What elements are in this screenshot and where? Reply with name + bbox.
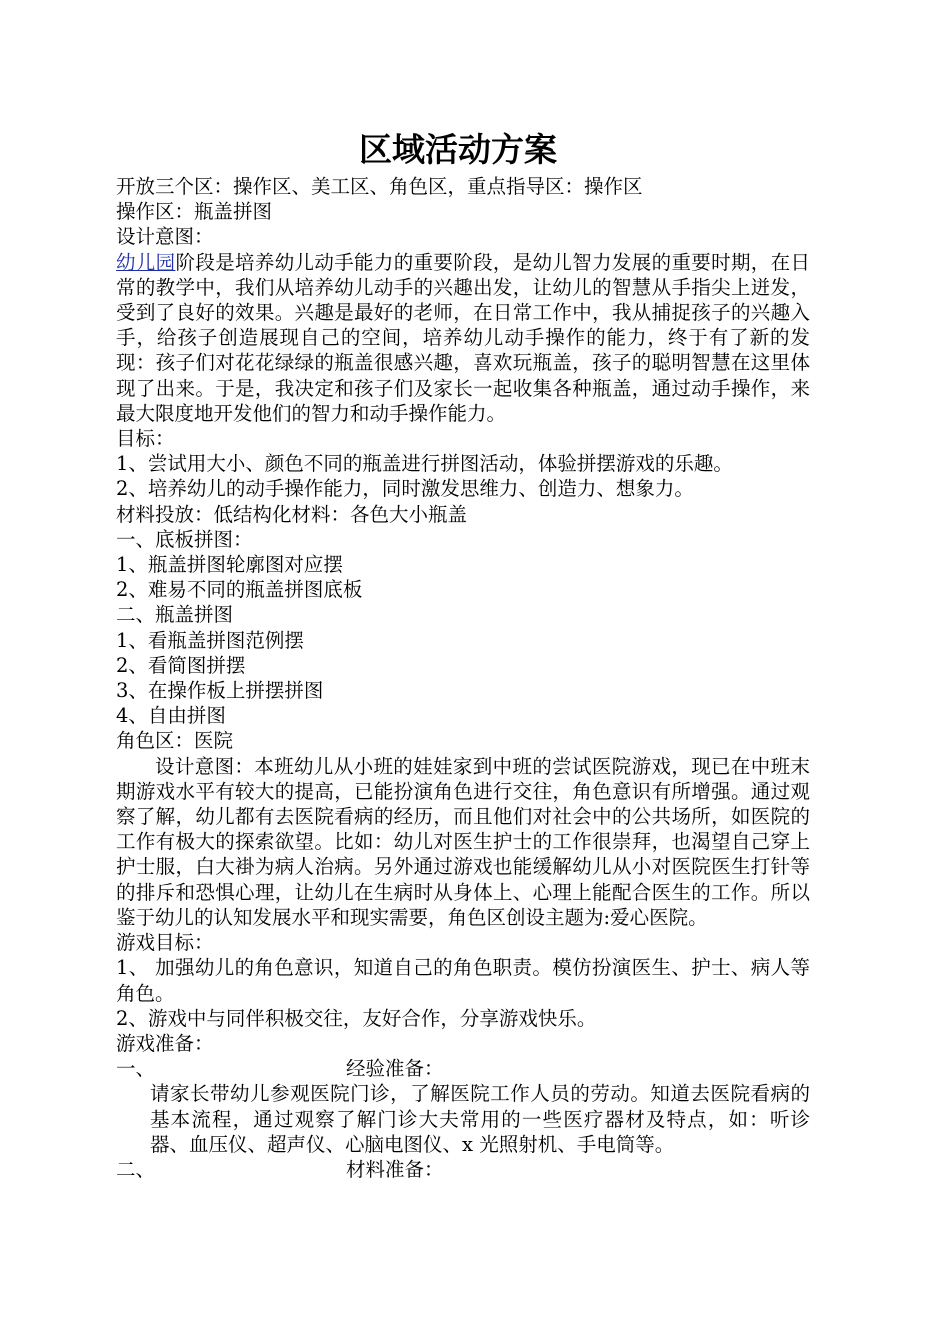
open-areas-line: 开放三个区：操作区、美工区、角色区，重点指导区：操作区 [116, 175, 643, 198]
design-intent-label: 设计意图： [116, 225, 214, 249]
list-item: 2、看简图拼摆 [116, 653, 246, 677]
section-heading-role: 角色区：医院 [116, 729, 234, 753]
subsection-heading: 二、瓶盖拼图 [116, 603, 234, 627]
prep-number: 二、 [116, 1157, 156, 1181]
subsection-heading: 一、底板拼图： [116, 527, 253, 551]
section-heading-operation: 操作区：瓶盖拼图 [116, 200, 273, 224]
game-goals-label: 游戏目标： [116, 931, 214, 955]
prep-experience-text: 请家长带幼儿参观医院门诊，了解医院工作人员的劳动。知道去医院看病的基本流程，通过观察了解门诊大夫常用的一些医疗器材及特点，如：听诊器、血压仪、超声仪、心脑电图仪、x 光照射机、手电筒等。 [150, 1082, 810, 1156]
design-intent-paragraph [116, 250, 810, 426]
goal-item: 1、尝试用大小、颜色不同的瓶盖进行拼图活动，体验拼摆游戏的乐趣。 [116, 452, 733, 476]
document-body [116, 130, 810, 1182]
materials-line: 材料投放：低结构化材料：各色大小瓶盖 [116, 502, 468, 526]
role-intent-paragraph: 设计意图：本班幼儿从小班的娃娃家到中班的尝试医院游戏，现已在中班末期游戏水平有较大的提高，已能扮演角色进行交往，角色意识有所增强。通过观察了解，幼儿都有去医院看病的经历，而且他们对社会中的公共场所，如医院的工作有极大的探索欲望。比如：幼儿对医生护士的工作很崇拜，也渴望自己穿上护士服，白大褂为病人治病。另外通过游戏也能缓解幼儿从小对医院医生打针等的排斥和恐惧心理，让幼儿在生病时从身体上、心理上能配合医生的工作。所以鉴于幼儿的认知发展水平和现实需要，角色区创设主题为:爱心医院。 [116, 754, 810, 929]
list-item: 1、看瓶盖拼图范例摆 [116, 628, 304, 652]
list-item: 1、瓶盖拼图轮廓图对应摆 [116, 553, 343, 577]
prep-label: 材料准备： [346, 1157, 444, 1181]
list-item: 3、在操作板上拼摆拼图 [116, 679, 324, 703]
design-intent-text: 阶段是培养幼儿动手能力的重要阶段，是幼儿智力发展的重要时期，在日常的教学中，我们从培养幼儿动手的兴趣出发，让幼儿的智慧从手指尖上迸发，受到了良好的效果。兴趣是最好的老师，在日常工作中，我从捕捉孩子的兴趣入手，给孩子创造展现自己的空间，培养幼儿动手操作的能力，终于有了新的发现：孩子们对花花绿绿的瓶盖很感兴趣，喜欢玩瓶盖，孩子的聪明智慧在这里体现了出来。于是，我决定和孩子们及家长一起收集各种瓶盖，通过动手操作，来最大限度地开发他们的智力和动手操作能力。 [116, 250, 810, 425]
prep-heading-materials [116, 1157, 810, 1182]
list-item: 2、难易不同的瓶盖拼图底板 [116, 578, 363, 602]
game-goal-item: 1、 加强幼儿的角色意识，知道自己的角色职责。模仿扮演医生、护士、病人等角色。 [116, 956, 810, 1005]
kindergarten-link[interactable]: 幼儿园 [116, 250, 176, 274]
goals-label: 目标： [116, 427, 175, 451]
list-item: 4、自由拼图 [116, 704, 226, 728]
game-goal-item: 2、游戏中与同伴积极交往，友好合作，分享游戏快乐。 [116, 1006, 597, 1030]
prep-label: 经验准备： [346, 1057, 444, 1081]
game-prep-label: 游戏准备： [116, 1031, 214, 1055]
prep-heading-experience [116, 1056, 810, 1081]
page-title: 区域活动方案 [359, 130, 557, 169]
goal-item: 2、培养幼儿的动手操作能力，同时激发思维力、创造力、想象力。 [116, 477, 694, 501]
prep-number: 一、 [116, 1057, 156, 1081]
